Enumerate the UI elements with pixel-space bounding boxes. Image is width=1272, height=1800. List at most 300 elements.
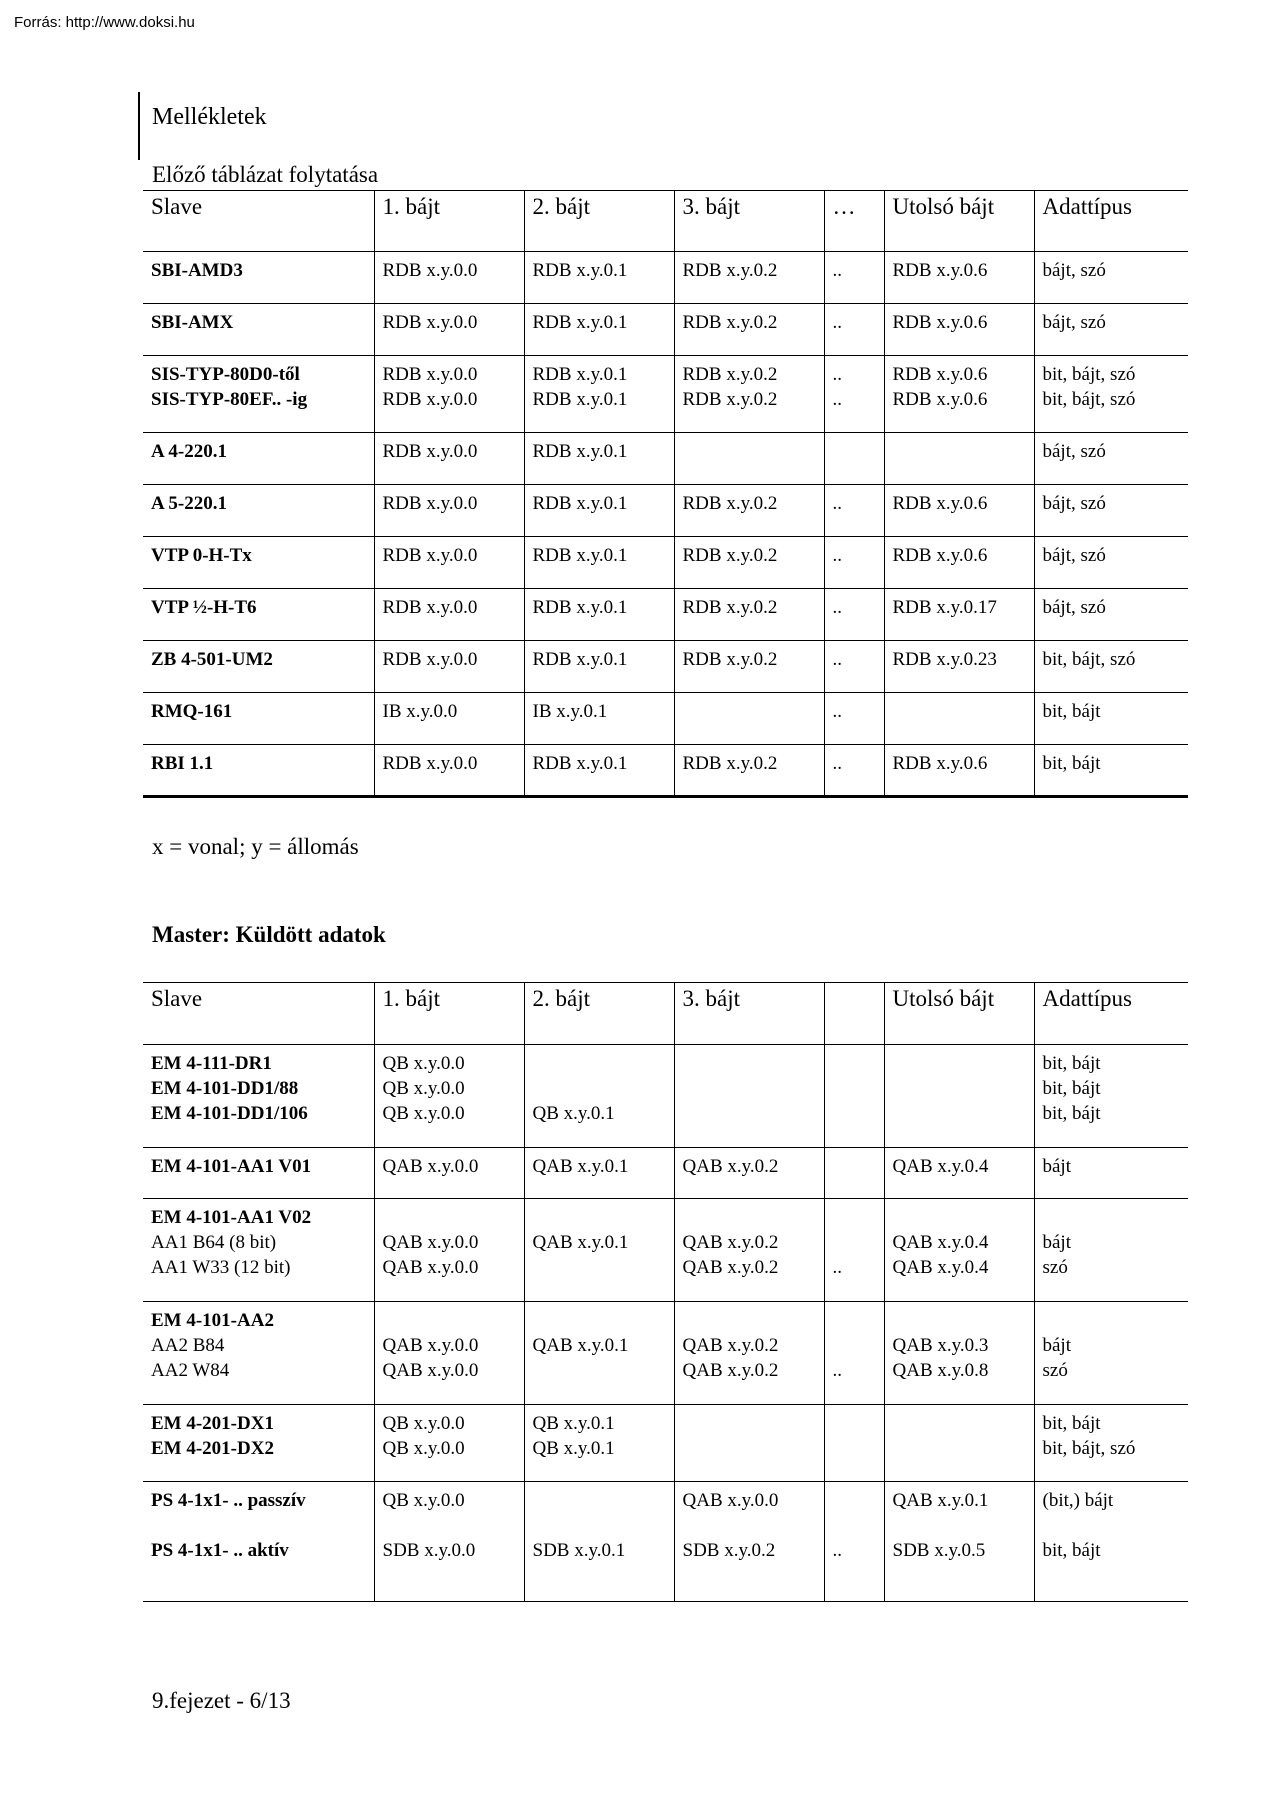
cell-line bbox=[893, 439, 1034, 464]
byte2-cell bbox=[524, 641, 674, 693]
cell-line: .. bbox=[832, 1540, 842, 1561]
cell-line: A 5-220.1 bbox=[151, 493, 227, 514]
cell-line: AA2 W84 bbox=[151, 1360, 230, 1381]
cell-line: QAB x.y.0.2 bbox=[682, 1360, 779, 1381]
cell-line: RDB x.y.0.2 bbox=[682, 597, 778, 618]
byte3-cell bbox=[674, 1405, 824, 1482]
cell-line: bit, bájt bbox=[1042, 1078, 1101, 1099]
cell-line: RDB x.y.0.6 bbox=[892, 753, 988, 774]
table-row bbox=[143, 356, 1188, 433]
cell-line bbox=[833, 1076, 884, 1101]
ellipsis-cell bbox=[824, 537, 884, 589]
byte3-cell bbox=[674, 356, 824, 433]
cell-line: RDB x.y.0.1 bbox=[532, 649, 628, 670]
header-data-type: Adattípus bbox=[1034, 983, 1188, 1045]
cell-line: QAB x.y.0.4 bbox=[892, 1156, 989, 1177]
byte2-cell bbox=[524, 1148, 674, 1199]
cell-line bbox=[683, 1051, 824, 1076]
master-title: Master: Küldött adatok bbox=[152, 922, 386, 947]
cell-line: bit, bájt bbox=[1042, 1540, 1101, 1561]
cell-line: RDB x.y.0.0 bbox=[382, 493, 478, 514]
data-type-cell bbox=[1034, 589, 1188, 641]
byte2-cell bbox=[524, 1302, 674, 1405]
slave-cell bbox=[143, 252, 374, 304]
ellipsis-cell bbox=[824, 1148, 884, 1199]
table-row bbox=[143, 485, 1188, 537]
cell-line: QB x.y.0.0 bbox=[382, 1490, 465, 1511]
last-byte-cell bbox=[884, 1302, 1034, 1405]
cell-line: QAB x.y.0.0 bbox=[382, 1257, 479, 1278]
cell-line: .. bbox=[832, 312, 842, 333]
cell-line: EM 4-101-AA2 bbox=[151, 1310, 274, 1331]
cell-line: QAB x.y.0.2 bbox=[682, 1232, 779, 1253]
cell-line: bit, bájt bbox=[1042, 753, 1101, 774]
cell-line: bájt, szó bbox=[1042, 312, 1106, 333]
cell-line bbox=[833, 1513, 884, 1538]
last-byte-cell bbox=[884, 641, 1034, 693]
header-byte3: 3. bájt bbox=[674, 191, 824, 252]
cell-line: QAB x.y.0.0 bbox=[682, 1490, 779, 1511]
cell-line: SDB x.y.0.2 bbox=[682, 1540, 776, 1561]
cell-line: RDB x.y.0.0 bbox=[382, 597, 478, 618]
cell-line: bit, bájt bbox=[1042, 1413, 1101, 1434]
slave-cell bbox=[143, 304, 374, 356]
ellipsis-cell bbox=[824, 356, 884, 433]
cell-line: QAB x.y.0.3 bbox=[892, 1335, 989, 1356]
cell-line: .. bbox=[832, 753, 842, 774]
data-type-cell bbox=[1034, 693, 1188, 745]
cell-line: .. bbox=[832, 597, 842, 618]
cell-line: bit, bájt, szó bbox=[1042, 364, 1136, 385]
cell-line: bit, bájt, szó bbox=[1042, 1438, 1136, 1459]
slave-cell bbox=[143, 641, 374, 693]
cell-line: (bit,) bájt bbox=[1042, 1490, 1114, 1511]
cell-line: IB x.y.0.0 bbox=[382, 701, 458, 722]
cell-line: EM 4-201-DX1 bbox=[151, 1413, 274, 1434]
variable-note: x = vonal; y = állomás bbox=[152, 834, 359, 859]
table-header-row bbox=[143, 983, 1188, 1045]
data-type-cell bbox=[1034, 537, 1188, 589]
cell-line bbox=[533, 1205, 674, 1230]
cell-line: bájt, szó bbox=[1042, 597, 1106, 618]
cell-line: RDB x.y.0.0 bbox=[382, 260, 478, 281]
cell-line: SDB x.y.0.1 bbox=[532, 1540, 626, 1561]
last-byte-cell bbox=[884, 1148, 1034, 1199]
slave-cell bbox=[143, 1045, 374, 1148]
cell-line: QAB x.y.0.2 bbox=[682, 1257, 779, 1278]
cell-line: RDB x.y.0.17 bbox=[892, 597, 997, 618]
cell-line: QAB x.y.0.2 bbox=[682, 1335, 779, 1356]
byte1-cell bbox=[374, 1482, 524, 1602]
cell-line bbox=[683, 1308, 824, 1333]
cell-line: EM 4-101-AA1 V01 bbox=[151, 1156, 312, 1177]
cell-line: VTP 0-H-Tx bbox=[151, 545, 252, 566]
cell-line: bit, bájt bbox=[1042, 701, 1101, 722]
last-byte-cell bbox=[884, 252, 1034, 304]
byte2-cell bbox=[524, 1482, 674, 1602]
cell-line bbox=[683, 699, 824, 724]
byte2-cell bbox=[524, 485, 674, 537]
table-row bbox=[143, 745, 1188, 797]
cell-line bbox=[1043, 1308, 1189, 1333]
table-row bbox=[143, 1148, 1188, 1199]
cell-line bbox=[833, 1308, 884, 1333]
cell-line: QAB x.y.0.4 bbox=[892, 1257, 989, 1278]
cell-line bbox=[833, 1488, 884, 1513]
ellipsis-cell bbox=[824, 745, 884, 797]
header-slave: Slave bbox=[151, 986, 203, 1011]
header-ellipsis: … bbox=[824, 191, 884, 252]
cell-line: RDB x.y.0.6 bbox=[892, 364, 988, 385]
cell-line: PS 4-1x1- .. aktív bbox=[151, 1540, 289, 1561]
slave-data-table bbox=[143, 190, 1188, 798]
cell-line: QAB x.y.0.0 bbox=[382, 1156, 479, 1177]
cell-line: AA1 B64 (8 bit) bbox=[151, 1232, 277, 1253]
table-row bbox=[143, 1302, 1188, 1405]
cell-line: .. bbox=[832, 260, 842, 281]
cell-line bbox=[683, 439, 824, 464]
table-header-row bbox=[143, 191, 1188, 252]
cell-line: bájt, szó bbox=[1042, 545, 1106, 566]
cell-line bbox=[533, 1488, 674, 1513]
byte2-cell bbox=[524, 252, 674, 304]
cell-line: SDB x.y.0.5 bbox=[892, 1540, 986, 1561]
cell-line: QAB x.y.0.1 bbox=[532, 1156, 629, 1177]
cell-line: RDB x.y.0.2 bbox=[682, 753, 778, 774]
cell-line: bájt bbox=[1042, 1156, 1071, 1177]
cell-line: bájt bbox=[1042, 1335, 1071, 1356]
cell-line bbox=[893, 1411, 1034, 1436]
margin-bar bbox=[138, 92, 140, 160]
data-type-cell bbox=[1034, 641, 1188, 693]
cell-line bbox=[683, 1205, 824, 1230]
byte3-cell bbox=[674, 745, 824, 797]
cell-line: RDB x.y.0.1 bbox=[532, 597, 628, 618]
cell-line: RDB x.y.0.1 bbox=[532, 260, 628, 281]
cell-line bbox=[383, 1513, 524, 1538]
byte1-cell bbox=[374, 1045, 524, 1148]
cell-line: IB x.y.0.1 bbox=[532, 701, 608, 722]
cell-line bbox=[1043, 1205, 1189, 1230]
cell-line: RDB x.y.0.1 bbox=[532, 441, 628, 462]
last-byte-cell bbox=[884, 745, 1034, 797]
ellipsis-cell bbox=[824, 304, 884, 356]
cell-line: .. bbox=[832, 364, 842, 385]
continuation-title: Előző táblázat folytatása bbox=[152, 162, 379, 187]
cell-line: RDB x.y.0.1 bbox=[532, 364, 628, 385]
cell-line: .. bbox=[832, 389, 842, 410]
cell-line: QAB x.y.0.1 bbox=[892, 1490, 989, 1511]
header-byte3: 3. bájt bbox=[674, 983, 824, 1045]
cell-line bbox=[893, 1513, 1034, 1538]
data-type-cell bbox=[1034, 304, 1188, 356]
cell-line: QAB x.y.0.0 bbox=[382, 1360, 479, 1381]
byte1-cell bbox=[374, 1148, 524, 1199]
header-last-byte: Utolsó bájt bbox=[884, 191, 1034, 252]
cell-line: szó bbox=[1042, 1360, 1068, 1381]
cell-line: RDB x.y.0.0 bbox=[382, 364, 478, 385]
ellipsis-cell bbox=[824, 1199, 884, 1302]
ellipsis-cell bbox=[824, 1482, 884, 1602]
cell-line: SIS-TYP-80EF.. -ig bbox=[151, 389, 308, 410]
ellipsis-cell bbox=[824, 693, 884, 745]
cell-line: RDB x.y.0.23 bbox=[892, 649, 997, 670]
cell-line: .. bbox=[832, 545, 842, 566]
table-body bbox=[143, 252, 1188, 797]
cell-line: RDB x.y.0.6 bbox=[892, 312, 988, 333]
cell-line: EM 4-111-DR1 bbox=[151, 1053, 272, 1074]
cell-line: SDB x.y.0.0 bbox=[382, 1540, 476, 1561]
cell-line: RDB x.y.0.2 bbox=[682, 312, 778, 333]
byte1-cell bbox=[374, 537, 524, 589]
byte1-cell bbox=[374, 485, 524, 537]
cell-line: QAB x.y.0.0 bbox=[382, 1232, 479, 1253]
cell-line: QB x.y.0.1 bbox=[532, 1103, 615, 1124]
table-row bbox=[143, 589, 1188, 641]
cell-line: QAB x.y.0.8 bbox=[892, 1360, 989, 1381]
cell-line: PS 4-1x1- .. passzív bbox=[151, 1490, 306, 1511]
cell-line bbox=[893, 1076, 1034, 1101]
byte1-cell bbox=[374, 589, 524, 641]
cell-line: RDB x.y.0.6 bbox=[892, 260, 988, 281]
cell-line: RDB x.y.0.2 bbox=[682, 364, 778, 385]
cell-line bbox=[533, 1255, 674, 1280]
ellipsis-cell bbox=[824, 485, 884, 537]
byte3-cell bbox=[674, 1148, 824, 1199]
slave-cell bbox=[143, 1405, 374, 1482]
table-row bbox=[143, 1482, 1188, 1602]
byte1-cell bbox=[374, 1405, 524, 1482]
header-last-byte: Utolsó bájt bbox=[884, 983, 1034, 1045]
cell-line: RDB x.y.0.1 bbox=[532, 545, 628, 566]
cell-line: EM 4-101-DD1/106 bbox=[151, 1103, 308, 1124]
cell-line: QAB x.y.0.0 bbox=[382, 1335, 479, 1356]
cell-line: QAB x.y.0.1 bbox=[532, 1335, 629, 1356]
byte2-cell bbox=[524, 1045, 674, 1148]
last-byte-cell bbox=[884, 356, 1034, 433]
cell-line: bájt, szó bbox=[1042, 260, 1106, 281]
data-type-cell bbox=[1034, 1199, 1188, 1302]
byte3-cell bbox=[674, 641, 824, 693]
cell-line: .. bbox=[832, 1360, 842, 1381]
slave-cell bbox=[143, 485, 374, 537]
cell-line: QAB x.y.0.4 bbox=[892, 1232, 989, 1253]
cell-line: RDB x.y.0.0 bbox=[382, 312, 478, 333]
cell-line: RDB x.y.0.1 bbox=[532, 493, 628, 514]
cell-line: RDB x.y.0.2 bbox=[682, 649, 778, 670]
cell-line: AA1 W33 (12 bit) bbox=[151, 1257, 291, 1278]
ellipsis-cell bbox=[824, 1405, 884, 1482]
byte3-cell bbox=[674, 1199, 824, 1302]
byte2-cell bbox=[524, 745, 674, 797]
table-row bbox=[143, 433, 1188, 485]
cell-line: bit, bájt, szó bbox=[1042, 649, 1136, 670]
cell-line: RDB x.y.0.2 bbox=[682, 389, 778, 410]
cell-line: RDB x.y.0.1 bbox=[532, 389, 628, 410]
byte1-cell bbox=[374, 693, 524, 745]
cell-line: EM 4-201-DX2 bbox=[151, 1438, 274, 1459]
cell-line: RDB x.y.0.6 bbox=[892, 493, 988, 514]
data-type-cell bbox=[1034, 1148, 1188, 1199]
header-byte1: 1. bájt bbox=[374, 191, 524, 252]
cell-line bbox=[533, 1308, 674, 1333]
cell-line bbox=[893, 699, 1034, 724]
cell-line: RDB x.y.0.2 bbox=[682, 545, 778, 566]
cell-line: QB x.y.0.0 bbox=[382, 1103, 465, 1124]
cell-line bbox=[683, 1436, 824, 1461]
cell-line bbox=[893, 1205, 1034, 1230]
section-title: Mellékletek bbox=[152, 104, 267, 130]
cell-line: QB x.y.0.0 bbox=[382, 1053, 465, 1074]
byte1-cell bbox=[374, 433, 524, 485]
header-byte1: 1. bájt bbox=[374, 983, 524, 1045]
slave-cell bbox=[143, 1302, 374, 1405]
slave-cell bbox=[143, 356, 374, 433]
cell-line: RDB x.y.0.1 bbox=[532, 753, 628, 774]
cell-line: RDB x.y.0.6 bbox=[892, 389, 988, 410]
last-byte-cell bbox=[884, 1405, 1034, 1482]
cell-line bbox=[833, 1230, 884, 1255]
ellipsis-cell bbox=[824, 252, 884, 304]
cell-line: .. bbox=[832, 649, 842, 670]
last-byte-cell bbox=[884, 1199, 1034, 1302]
cell-line: RDB x.y.0.0 bbox=[382, 649, 478, 670]
cell-line: ZB 4-501-UM2 bbox=[151, 649, 273, 670]
header-byte2: 2. bájt bbox=[524, 191, 674, 252]
cell-line bbox=[1043, 1513, 1189, 1538]
table-row bbox=[143, 252, 1188, 304]
page-footer: 9.fejezet - 6/13 bbox=[152, 1688, 291, 1713]
byte2-cell bbox=[524, 589, 674, 641]
slave-cell bbox=[143, 693, 374, 745]
slave-cell bbox=[143, 1482, 374, 1602]
cell-line bbox=[383, 1308, 524, 1333]
cell-line: QB x.y.0.0 bbox=[382, 1438, 465, 1459]
slave-cell bbox=[143, 589, 374, 641]
byte3-cell bbox=[674, 304, 824, 356]
cell-line: QB x.y.0.1 bbox=[532, 1413, 615, 1434]
cell-line: QB x.y.0.0 bbox=[382, 1413, 465, 1434]
byte3-cell bbox=[674, 1482, 824, 1602]
cell-line: VTP ½-H-T6 bbox=[151, 597, 257, 618]
last-byte-cell bbox=[884, 485, 1034, 537]
byte1-cell bbox=[374, 1302, 524, 1405]
cell-line: RDB x.y.0.0 bbox=[382, 753, 478, 774]
cell-line bbox=[833, 1436, 884, 1461]
cell-line bbox=[533, 1513, 674, 1538]
cell-line bbox=[833, 1333, 884, 1358]
slave-cell bbox=[143, 745, 374, 797]
byte3-cell bbox=[674, 1045, 824, 1148]
header-data-type: Adattípus bbox=[1034, 191, 1188, 252]
cell-line bbox=[683, 1411, 824, 1436]
source-url: Forrás: http://www.doksi.hu bbox=[14, 14, 195, 31]
cell-line: EM 4-101-AA1 V02 bbox=[151, 1207, 312, 1228]
ellipsis-cell bbox=[824, 641, 884, 693]
cell-line bbox=[833, 1051, 884, 1076]
data-type-cell bbox=[1034, 1045, 1188, 1148]
byte1-cell bbox=[374, 1199, 524, 1302]
byte2-cell bbox=[524, 433, 674, 485]
last-byte-cell bbox=[884, 589, 1034, 641]
cell-line bbox=[533, 1076, 674, 1101]
cell-line: RDB x.y.0.6 bbox=[892, 545, 988, 566]
ellipsis-cell bbox=[824, 1045, 884, 1148]
cell-line: A 4-220.1 bbox=[151, 441, 227, 462]
byte3-cell bbox=[674, 485, 824, 537]
cell-line bbox=[833, 1411, 884, 1436]
last-byte-cell bbox=[884, 1045, 1034, 1148]
cell-line: QAB x.y.0.1 bbox=[532, 1232, 629, 1253]
data-type-cell bbox=[1034, 1482, 1188, 1602]
data-type-cell bbox=[1034, 1302, 1188, 1405]
byte3-cell bbox=[674, 589, 824, 641]
data-type-cell bbox=[1034, 1405, 1188, 1482]
byte3-cell bbox=[674, 433, 824, 485]
ellipsis-cell bbox=[824, 1302, 884, 1405]
slave-cell bbox=[143, 1199, 374, 1302]
cell-line: RDB x.y.0.0 bbox=[382, 389, 478, 410]
cell-line bbox=[833, 1101, 884, 1126]
cell-line: RDB x.y.0.2 bbox=[682, 260, 778, 281]
cell-line: QAB x.y.0.2 bbox=[682, 1156, 779, 1177]
cell-line bbox=[893, 1101, 1034, 1126]
cell-line: RDB x.y.0.2 bbox=[682, 493, 778, 514]
byte2-cell bbox=[524, 1405, 674, 1482]
cell-line: bájt, szó bbox=[1042, 493, 1106, 514]
header-blank bbox=[824, 983, 884, 1045]
slave-cell bbox=[143, 433, 374, 485]
header-byte2: 2. bájt bbox=[524, 983, 674, 1045]
table-row bbox=[143, 693, 1188, 745]
slave-cell bbox=[143, 537, 374, 589]
byte1-cell bbox=[374, 356, 524, 433]
table-row bbox=[143, 304, 1188, 356]
cell-line: bit, bájt, szó bbox=[1042, 389, 1136, 410]
cell-line bbox=[533, 1358, 674, 1383]
cell-line: SBI-AMX bbox=[151, 312, 234, 333]
cell-line: szó bbox=[1042, 1257, 1068, 1278]
byte1-cell bbox=[374, 252, 524, 304]
byte3-cell bbox=[674, 1302, 824, 1405]
byte1-cell bbox=[374, 745, 524, 797]
cell-line: bájt bbox=[1042, 1232, 1071, 1253]
cell-line: RDB x.y.0.0 bbox=[382, 545, 478, 566]
ellipsis-cell bbox=[824, 589, 884, 641]
cell-line bbox=[533, 1051, 674, 1076]
cell-line bbox=[383, 1205, 524, 1230]
cell-line: AA2 B84 bbox=[151, 1335, 225, 1356]
byte2-cell bbox=[524, 537, 674, 589]
byte1-cell bbox=[374, 304, 524, 356]
cell-line: RDB x.y.0.0 bbox=[382, 441, 478, 462]
cell-line: .. bbox=[832, 1257, 842, 1278]
data-type-cell bbox=[1034, 485, 1188, 537]
header-slave: Slave bbox=[151, 194, 203, 219]
byte3-cell bbox=[674, 693, 824, 745]
last-byte-cell bbox=[884, 1482, 1034, 1602]
table-row bbox=[143, 537, 1188, 589]
cell-line bbox=[151, 1513, 374, 1538]
byte3-cell bbox=[674, 537, 824, 589]
cell-line: QB x.y.0.0 bbox=[382, 1078, 465, 1099]
cell-line: RBI 1.1 bbox=[151, 753, 214, 774]
cell-line: bájt, szó bbox=[1042, 441, 1106, 462]
table-row bbox=[143, 1199, 1188, 1302]
cell-line bbox=[833, 1205, 884, 1230]
data-type-cell bbox=[1034, 745, 1188, 797]
byte2-cell bbox=[524, 1199, 674, 1302]
